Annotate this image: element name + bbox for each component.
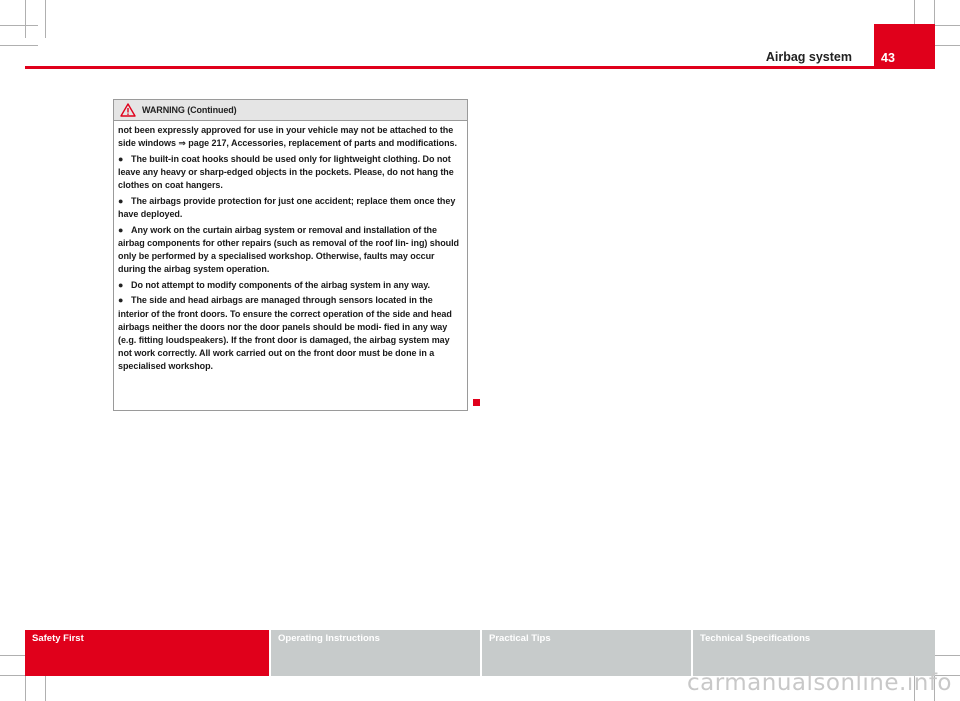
crop-mark xyxy=(45,0,46,38)
bullet-icon: ● xyxy=(118,153,124,164)
list-item xyxy=(118,153,462,193)
footer-tab-safety-first[interactable]: Safety First xyxy=(25,630,271,676)
bullet-icon: ● xyxy=(118,295,124,306)
crop-mark xyxy=(25,0,26,38)
list-item-text: The side and head airbags are managed through sensors located in the interior of the front doors. To ensure the correct operation of the side and head airbags neither the doors nor the door panels should be modi- fied in any way (e.g. fitting loudspeakers). If the front door is damaged, the airbag system may not work correctly. All work carried out on the front door must be done in a specialised workshop. xyxy=(118,295,452,372)
section-end-marker xyxy=(473,399,480,406)
warning-triangle-icon xyxy=(120,103,136,117)
warning-title: WARNING (Continued) xyxy=(142,105,237,115)
warning-intro: not been expressly approved for use in your vehicle may not be attached to the side windows ⇒ page 217, Accessories, replacement of parts and modifications. xyxy=(118,125,457,149)
list-item xyxy=(118,279,462,292)
warning-body xyxy=(114,121,467,374)
footer-tab-practical-tips[interactable]: Practical Tips xyxy=(482,630,693,676)
footer-tab-technical-specifications[interactable]: Technical Specifications xyxy=(693,630,935,676)
list-item-text: The airbags provide protection for just one accident; replace them once they have deployed. xyxy=(118,195,456,219)
list-item xyxy=(118,224,462,277)
list-item-text: Do not attempt to modify components of the airbag system in any way. xyxy=(131,279,430,290)
bullet-icon: ● xyxy=(118,224,124,235)
page-number-tab xyxy=(874,24,935,69)
list-item-text: Any work on the curtain airbag system or removal and installation of the airbag components for other repairs (such as removal of the roof lin- ing) should only be performed by a specialised workshop. Otherwise, faults may occur during the airbag system operation. xyxy=(118,224,459,275)
warning-header xyxy=(114,100,467,121)
warning-box xyxy=(113,99,468,411)
section-title: Airbag system xyxy=(765,50,852,64)
list-item-text: The built-in coat hooks should be used only for lightweight clothing. Do not leave any heavy or sharp-edged objects in the pockets. Please, do not hang the clothes on coat hangers. xyxy=(118,153,454,191)
crop-mark xyxy=(0,45,38,46)
header-rule xyxy=(25,66,935,69)
page-number: 43 xyxy=(881,51,895,65)
watermark: carmanualsonline.info xyxy=(686,670,952,696)
list-item xyxy=(118,294,462,373)
list-item xyxy=(118,195,462,221)
bullet-icon: ● xyxy=(118,195,124,206)
footer-tab-operating-instructions[interactable]: Operating Instructions xyxy=(271,630,482,676)
bullet-icon: ● xyxy=(118,279,124,290)
crop-mark xyxy=(0,25,38,26)
